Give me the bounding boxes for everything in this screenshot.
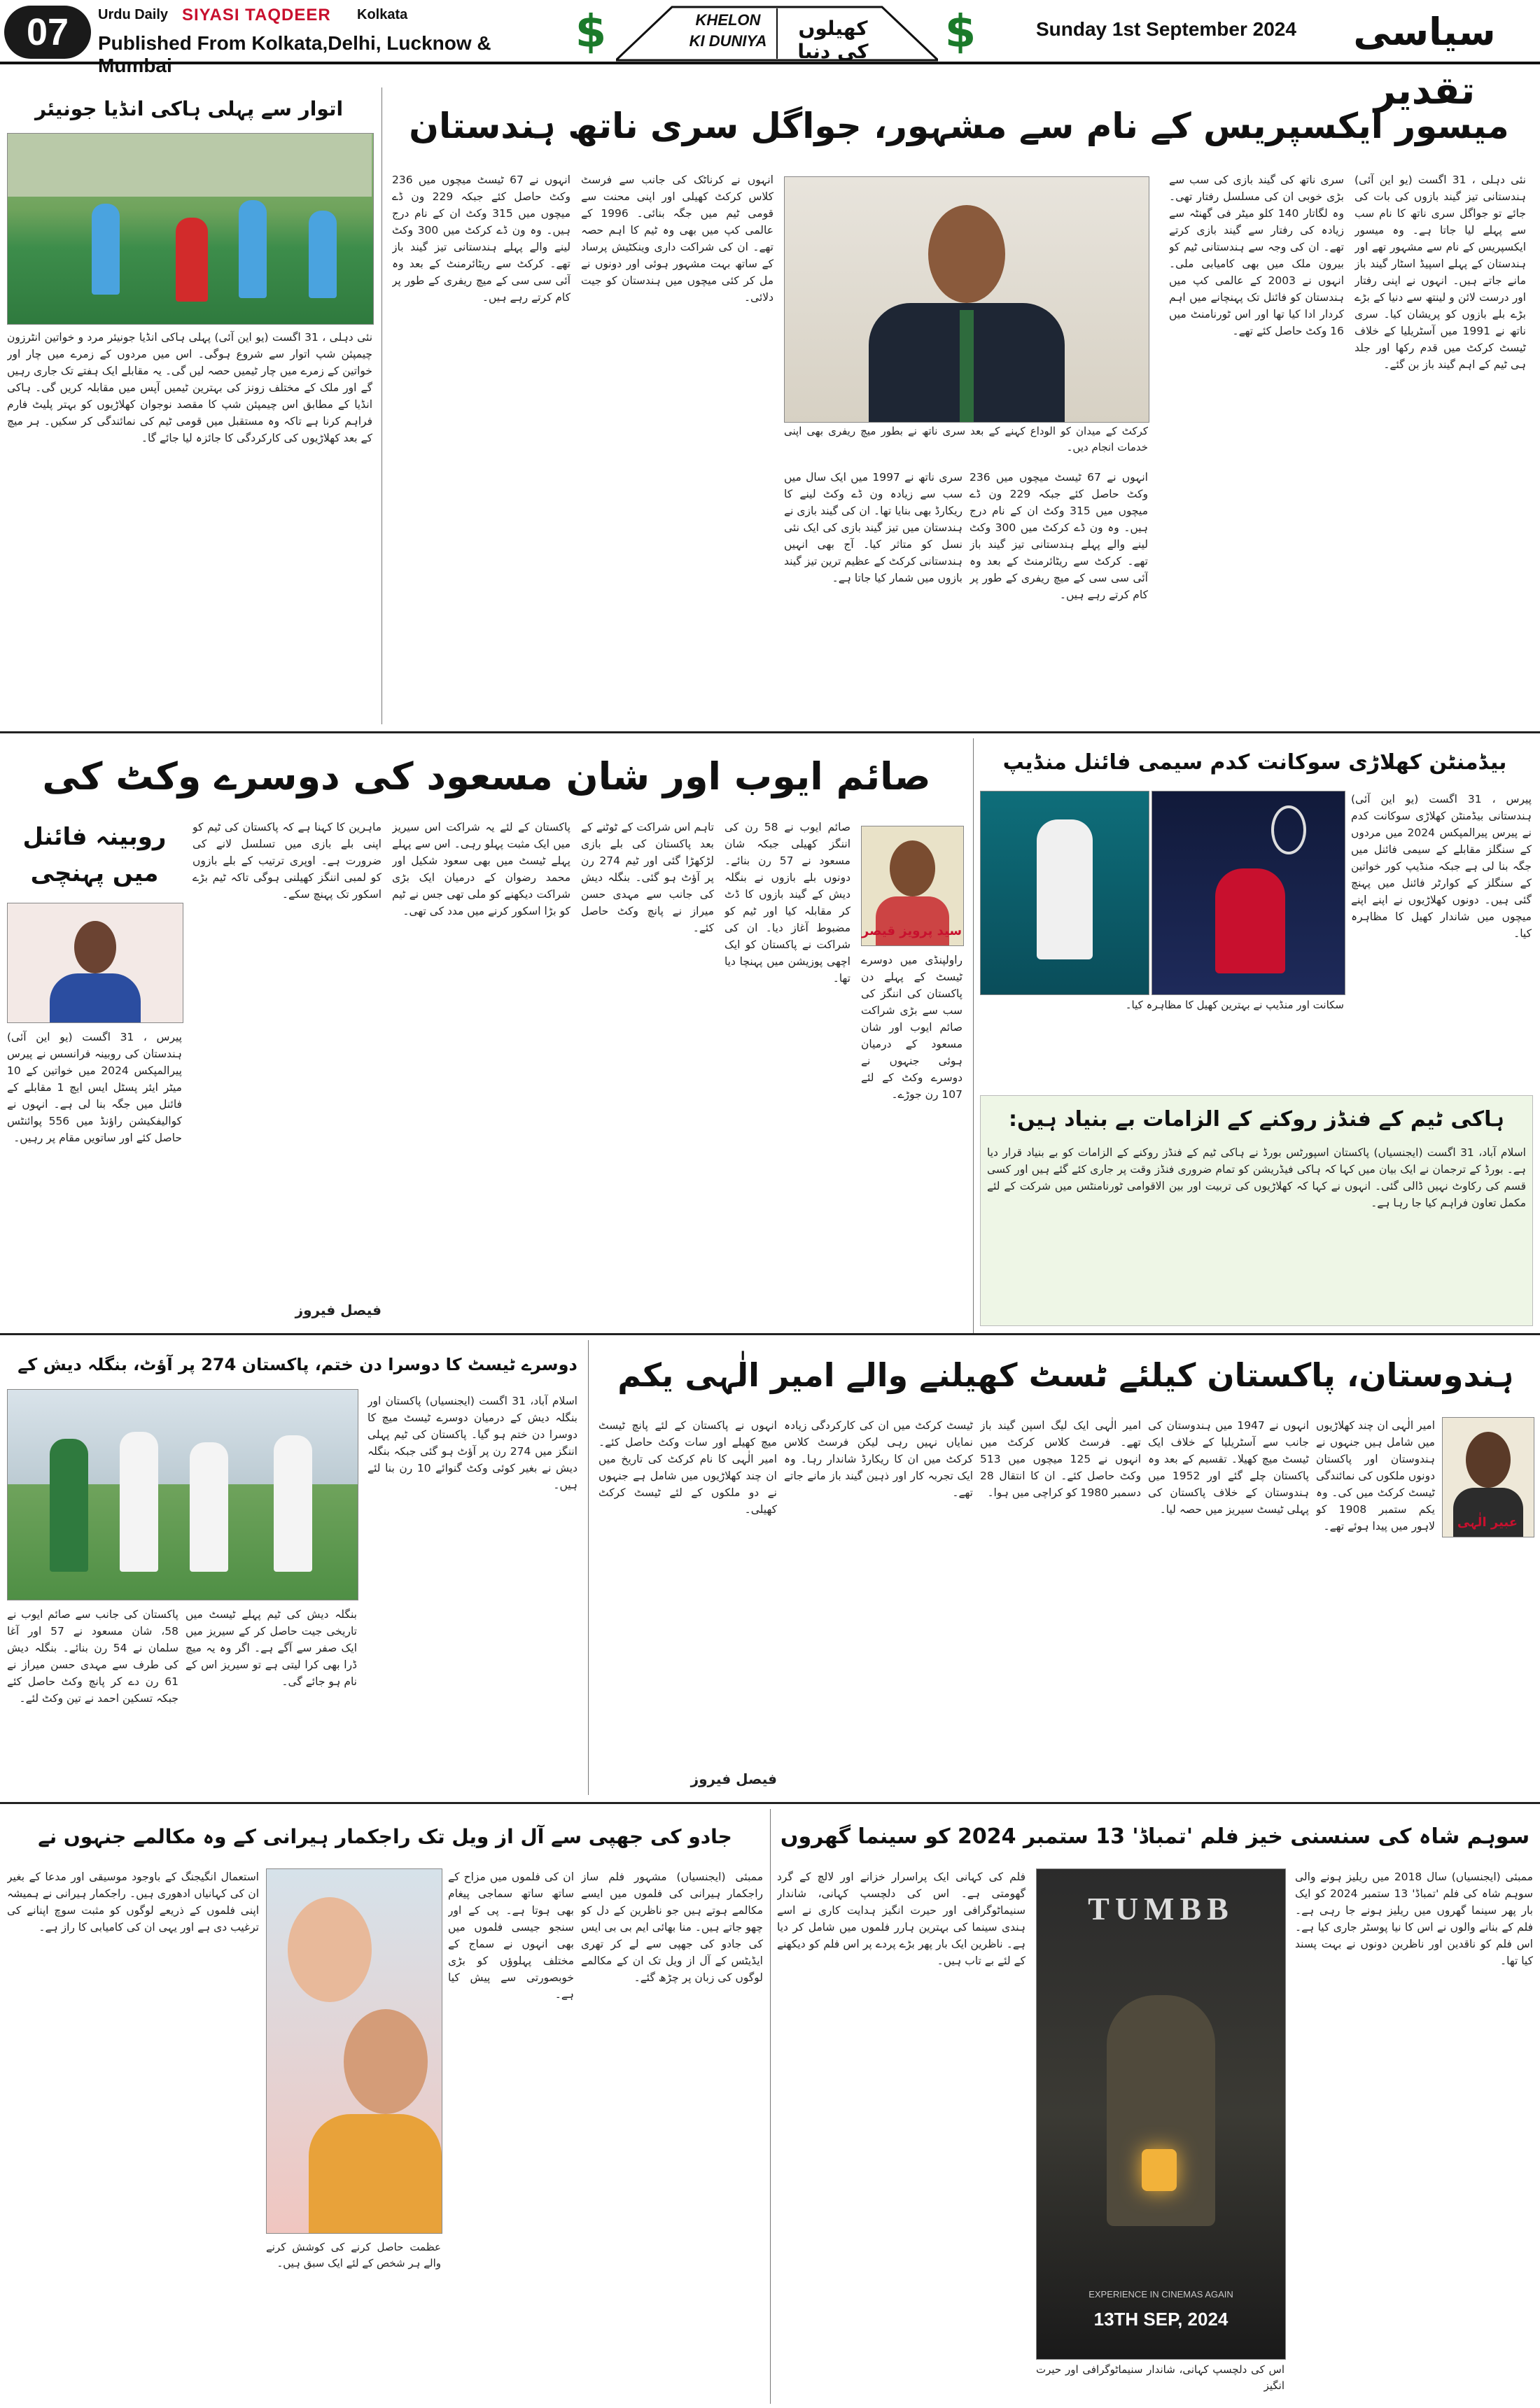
actress-face <box>288 1897 372 2002</box>
player-1 <box>92 204 120 295</box>
tumbbad-caption: اس کی دلچسپ کہانی، شاندار سنیماٹوگرافی اور حیرت انگیز <box>1036 2363 1284 2392</box>
player-3 <box>239 200 267 298</box>
dollar-icon-right: $ <box>944 6 976 58</box>
story3-col2: انہوں نے 1947 میں ہندوستان کی جانب سے آسٹریلیا کے خلاف ایک ٹیسٹ میچ کھیلا۔ تقسیم کے بعد وہ پاکستان چلے گئے اور 1952 میں ہندوستان کے خلاف پاکستان کی پہلی ٹیسٹ سیریز میں حصہ لیا۔ <box>1148 1419 1309 1516</box>
player-4 <box>309 211 337 298</box>
col-rule <box>973 738 974 1333</box>
hockey-headline: اتوار سے پہلی ہاکی انڈیا جونیئر <box>34 97 344 120</box>
poster-figure <box>1107 1995 1215 2226</box>
badminton-headline: بیڈمنٹن کھلاڑی سوکانت کدم سیمی فائنل منڈیپ <box>1002 750 1507 775</box>
rajkumar-col2: ان کی فلموں میں مزاح کے ساتھ ساتھ سماجی پیغام بھی ہوتا ہے۔ پی کے اور سنجو جیسی فلموں میں بھی انہوں نے سماج کے مختلف پہلوؤں کو بڑی خوبصورتی سے پیش کیا ہے۔ <box>448 1871 574 2001</box>
section-en <box>676 10 780 55</box>
racket <box>1271 805 1306 854</box>
pak-board-headline: ہاکی ٹیم کے فنڈز روکنے کے الزامات بے بنیاد ہیں: <box>1009 1107 1504 1132</box>
story2-col5: ماہرین کا کہنا ہے کہ پاکستان کی ٹیم کو اپنی بلے بازی میں تسلسل لانے کی ضرورت ہے۔ اوپری ترتیب کے بلے بازوں کو لمبی اننگز کھیلنی ہوگی تاکہ ٹیم بڑے اسکور تک پہنچ سکے۔ <box>192 821 382 901</box>
story2-col3: تاہم اس شراکت کے ٹوٹنے کے بعد پاکستان کی بلے بازی لڑکھڑا گئی اور ٹیم 274 رن پر آؤٹ ہو گئی۔ بنگلہ دیش کی جانب سے مہدی حسن میراز نے پانچ وکٹ حاصل کئے۔ <box>581 821 714 935</box>
actor-face <box>344 2009 428 2114</box>
poster-tagline: EXPERIENCE IN CINEMAS AGAIN <box>1088 2289 1233 2300</box>
section-urdu: کھیلوں کی دنیا <box>797 17 869 63</box>
rubina-body-text: پیرس ، 31 اگست (یو این آئی) ہندستان کی روبینہ فرانسس نے پیرس پیرالمپکس 2024 میں خواتین کے 10 میٹر ایئر پسٹل ایس ایچ 1 مقابلے کے فائنل میں جگہ بنا لی ہے۔ انہوں نے کوالیفکیشن راؤنڈ میں 556 پوائنٹس حاصل کئے اور ساتویں مقام پر رہیں۔ <box>7 1031 182 1145</box>
poster-date: 13TH SEP, 2024 <box>1093 2309 1228 2330</box>
poster-title: TUMBB <box>1088 1891 1234 1927</box>
author-head <box>1466 1432 1511 1488</box>
story1-col3: انہوں نے 67 ٹیسٹ میچوں میں 236 وکٹ حاصل کئے جبکہ 229 ون ڈے میچوں میں 315 وکٹ ان کے نام درج ہیں۔ وہ ون ڈے کرکٹ میں 300 وکٹ لینے والے پہلے ہندستانی تیز گیند باز تھے۔ کرکٹ سے ریٹائرمنٹ کے بعد وہ آئی سی سی کے میچ ریفری کے طور پر کام کرتے رہے ہیں۔ <box>969 471 1148 602</box>
story1-col4: سری ناتھ نے 1997 میں ایک سال میں سب سے زیادہ ون ڈے وکٹ لینے کا ریکارڈ بھی بنایا تھا۔ ان کی گیند بازی نے ہندستان میں تیز گیند بازی کی ایک نئی نسل کو متاثر کیا۔ آج بھی انہیں ہندستانی کرکٹ کے عظیم ترین تیز گیند بازوں میں شمار کیا جاتا ہے۔ <box>784 471 962 585</box>
rubina-head <box>74 921 116 973</box>
story2-col2: صائم ایوب نے 58 رن کی اننگز کھیلی جبکہ شان مسعود نے 57 رن بنائے۔ دونوں بلے بازوں نے بنگلہ دیش کے گیند بازوں کا ڈٹ کر مقابلہ کیا اور ٹیم کو مضبوط آغاز دیا۔ ان کی شراکت نے پاکستان کو ایک اچھی پوزیشن میں پہنچا دیا تھا۔ <box>724 821 850 985</box>
actor-shirt <box>309 2114 442 2233</box>
story2-col4: پاکستان کے لئے یہ شراکت اس سیریز میں ایک مثبت پہلو رہی۔ اس سے پہلے پہلے ٹیسٹ میں بھی سعود شکیل اور محمد رضوان کے درمیان ایک بڑی شراکت دیکھنے کو ملی تھی جس نے ٹیم کو بڑا اسکور کرنے میں مدد کی تھی۔ <box>392 821 570 918</box>
bangladesh-photo <box>7 1389 358 1600</box>
cricketer-1 <box>50 1439 88 1572</box>
story2-col1: راولپنڈی میں دوسرے ٹیسٹ کے پہلے دن پاکستان کی اننگز کی سب سے بڑی شراکت صائم ایوب اور شان مسعود کے درمیان ہوئی جنہوں نے دوسرے وکٹ کے لئے 107 رن جوڑے۔ <box>861 954 962 1101</box>
section-en-line2: KI DUNIYA <box>689 32 767 50</box>
rubina-body <box>50 973 141 1022</box>
page-number: 07 <box>4 6 91 59</box>
paper-name-urdu: سیاسی تقدیر <box>1353 10 1496 113</box>
cricketer-2 <box>120 1432 158 1572</box>
hockey-body: نئی دہلی ، 31 اگست (یو این آئی) پہلی ہاکی انڈیا جونیئر مرد و خواتین انٹرزون چیمپئن شپ اتوار سے شروع ہوگی۔ اس میں مردوں کے زمرے میں چار اور خواتین کے زمرے میں چار ٹیمیں حصہ لیں گی۔ یہ مقابلے ایک ہفتے تک جاری رہیں گے اور ملک کے مختلف زونز کی بہترین ٹیمیں آپس میں مقابلہ کریں گی۔ ہاکی انڈیا کے مطابق اس چیمپئن شپ کا مقصد نوجوان کھلاڑیوں کو بہتر پلیٹ فارم فراہم کرنا ہے تاکہ وہ مستقبل میں قومی ٹیم کی نمائندگی کر سکیں۔ ہر میچ کے بعد کھلاڑیوں کی کارکردگی کا جائزہ لیا جائے گا۔ <box>7 331 372 445</box>
story2-headline: صائم ایوب اور شان مسعود کی دوسرے وکٹ کی <box>42 754 931 798</box>
hockey-photo <box>7 133 374 325</box>
tumbbad-headline: سوہم شاہ کی سنسنی خیز فلم 'تمباڈ' 13 ستمبر 2024 کو سینما گھروں <box>780 1824 1530 1849</box>
rajkumar-col1: ممبئی (ایجنسیاں) مشہور فلم ساز راجکمار ہیرانی کی فلموں میں ایسے مکالمے ہوتے ہیں جو ناظرین کے دل کو چھو جاتے ہیں۔ منا بھائی ایم بی بی ایس کی جادو کی جھپی سے لے کر تھری ایڈیٹس کے آل از ویل تک ان کے مکالمے لوگوں کی زبان پر چڑھ گئے۔ <box>581 1871 763 1985</box>
masthead-left-block <box>98 6 504 76</box>
story3-signoff: فیصل فیروز <box>690 1770 777 1787</box>
issue-date: Sunday 1st September 2024 <box>1036 18 1296 40</box>
section-divider <box>0 1333 1540 1335</box>
story3-headline: ہندوستان، پاکستان کیلئے ٹسٹ کھیلنے والے امیر الٰہی یکم <box>617 1356 1514 1394</box>
player-mandeep <box>1037 819 1093 959</box>
player-2 <box>176 218 208 302</box>
srinath-caption: کرکٹ کے میدان کو الوداع کہنے کے بعد سری ناتھ نے بطور میچ ریفری بھی اپنی خدمات انجام دیں۔ <box>784 425 1148 453</box>
srinath-head <box>928 205 1005 303</box>
bangladesh-col2: پاکستان کی جانب سے صائم ایوب نے 58، شان مسعود نے 57 اور آغا سلمان نے 54 رن بنائے۔ بنگلہ دیش کی طرف سے مہدی حسن میراز نے 61 رن دے کر پانچ وکٹ حاصل کئے جبکہ تسکین احمد نے تین وکٹ لئے۔ <box>7 1608 178 1705</box>
srinath-photo <box>784 176 1149 423</box>
cricketer-3 <box>190 1442 228 1572</box>
bangladesh-headline: دوسرے ٹیسٹ کا دوسرا دن ختم، پاکستان 274 پر آؤٹ، بنگلہ دیش کے <box>18 1355 578 1374</box>
section-en-line1: KHELON <box>695 11 761 29</box>
tumbbad-col1: ممبئی (ایجنسیاں) سال 2018 میں ریلیز ہونے والی سوہم شاہ کی فلم 'تمباڈ' 13 ستمبر 2024 کو ایک بار پھر سینما گھروں میں ریلیز ہونے جا رہی ہے۔ فلم کے بنانے والوں نے اس کا نیا پوسٹر جاری کیا ہے۔ اس فلم کو ناقدین اور ناظرین دونوں نے بہت پسند کیا تھا۔ <box>1295 1871 1533 1968</box>
rubina-photo <box>7 903 183 1023</box>
urdu-daily-label: Urdu Daily <box>98 7 169 22</box>
story2-signoff: فیصل فیروز <box>295 1302 382 1318</box>
col-rule <box>588 1340 589 1795</box>
dollar-icon-left: $ <box>575 6 607 58</box>
story1-headline: میسور ایکسپریس کے نام سے مشہور، جواگل سری ناتھ ہندستان <box>409 106 1509 146</box>
story3-col4: ٹیسٹ کرکٹ میں ان کی کارکردگی زیادہ نمایاں نہیں رہی لیکن فرسٹ کلاس کرکٹ میں ان کا ریکارڈ شاندار رہا۔ وہ ایک تجربہ کار اور ذہین گیند باز مانے جاتے تھے۔ <box>784 1419 973 1500</box>
author-byline: عبیر الٰہی <box>1457 1515 1518 1530</box>
hockey-stands <box>8 134 372 197</box>
lantern-icon <box>1142 2149 1177 2191</box>
rajkumar-col3: استعمال انگیجنگ کے باوجود موسیقی اور مدعا کے بغیر ان کی کہانیاں ادھوری ہیں۔ راجکمار ہیرانی نے ہمیشہ اپنی فلموں کے ذریعے لوگوں کو مثبت سوچ اپنانے کی ترغیب دی ہے اور یہی ان کی کامیابی کا راز ہے۔ <box>7 1871 259 1934</box>
pak-board-body: اسلام آباد، 31 اگست (ایجنسیاں) پاکستان اسپورٹس بورڈ نے ہاکی ٹیم کے فنڈز روکنے کے الزامات کو بے بنیاد قرار دیا ہے۔ بورڈ کے ترجمان نے ایک بیان میں کہا کہ ہاکی فیڈریشن کو تمام ضروری فنڈز وقت پر جاری کئے گئے ہیں اور کسی قسم کی رکاوٹ نہیں ڈالی گئی۔ انہوں نے کہا کہ کھلاڑیوں کی تربیت اور بین الاقوامی ٹورنامنٹس میں شرکت کے لئے مکمل تعاون فراہم کیا جا رہا ہے۔ <box>987 1146 1526 1210</box>
tumbbad-col2: فلم کی کہانی ایک پراسرار خزانے اور لالچ کے گرد گھومتی ہے۔ اس کی دلچسپ کہانی، شاندار سنیماٹوگرافی اور حیرت انگیز ہدایت کاری نے اسے ہندی سینما کی بہترین ہارر فلموں میں شامل کر دیا ہے۔ ناظرین ایک بار پھر بڑے پردے پر اس فلم کو دیکھنے کے لئے بے تاب ہیں۔ <box>777 1871 1026 1968</box>
badminton-photo-1 <box>980 791 1149 995</box>
rajkumar-photo <box>266 1868 442 2234</box>
badminton-photo-2 <box>1152 791 1345 995</box>
rubina-headline: روبینہ فائنل میں پہنچی <box>22 823 167 887</box>
rajkumar-headline: جادو کی جھپی سے آل از ویل تک راجکمار ہیرانی کے وہ مکالمے جنہوں نے <box>38 1825 732 1848</box>
badminton-body: پیرس ، 31 اگست (یو این آئی) ہندستانی بیڈمنٹن کھلاڑی سوکانت کدم نے پیرس پیرالمپکس 2024 میں مردوں کے سنگلز مقابلے کے سیمی فائنل میں جگہ بنا لی ہے جبکہ منڈیپ کور خواتین کے سنگلز کے کوارٹر فائنل میں پہنچ گئی ہیں۔ دونوں کھلاڑیوں نے اپنے اپنے میچوں میں شاندار کھیل کا مظاہرہ کیا۔ <box>1351 793 1532 941</box>
published-from: Published From Kolkata,Delhi, Lucknow & Mumbai <box>98 32 491 76</box>
cricketer-4 <box>274 1435 312 1572</box>
srinath-tie <box>960 310 974 422</box>
player-sukant <box>1215 868 1285 973</box>
author-byline: سید پرویز قیصر <box>861 924 962 938</box>
rajkumar-caption: عظمت حاصل کرنے کی کوشش کرنے والے ہر شخص کے لئے ایک سبق ہیں۔ <box>266 2241 441 2269</box>
badminton-caption: سکانت اور منڈیپ نے بہترین کھیل کا مظاہرہ کیا۔ <box>1125 999 1344 1011</box>
bangladesh-col3: بنگلہ دیش کی ٹیم پہلے ٹیسٹ میں تاریخی جیت حاصل کر کے سیریز میں ایک صفر سے آگے ہے۔ اگر وہ یہ میچ ڈرا بھی کرا لیتی ہے تو سیریز اس کے نام ہو جائے گی۔ <box>186 1608 357 1689</box>
story3-col1: امیر الٰہی ان چند کھلاڑیوں میں شامل ہیں جنہوں نے ہندوستان اور پاکستان دونوں ملکوں کی نمائندگی ٹیسٹ کرکٹ میں کی۔ وہ یکم ستمبر 1908 کو لاہور میں پیدا ہوئے تھے۔ <box>1316 1419 1435 1533</box>
story1-col1: نئی دہلی ، 31 اگست (یو این آئی) ہندستانی تیز گیند بازوں کی بات کی جائے تو جواگل سری ناتھ کا نام سب سے پہلے لیا جاتا ہے۔ وہ میسور ایکسپریس کے نام سے مشہور تھے اور ہندستان کے پہلے اسپیڈ اسٹار گیند باز مانے جاتے ہیں۔ انہوں نے اپنی رفتار اور درست لائن و لینتھ سے دنیا کے بڑے بڑے بلے بازوں کو پریشان کیا۔ سری ناتھ نے 1991 میں آسٹریلیا کے خلاف ٹیسٹ کرکٹ میں قدم رکھا اور جلد ہی ٹیم کے اہم گیند باز بن گئے۔ <box>1354 174 1526 372</box>
city-label: Kolkata <box>357 7 408 22</box>
section-divider <box>0 1802 1540 1804</box>
paper-name-en: SIYASI TAQDEER <box>182 6 331 24</box>
author-head <box>890 840 935 896</box>
story1-col2: سری ناتھ کی گیند بازی کی سب سے بڑی خوبی ان کی مسلسل رفتار تھی۔ وہ لگاتار 140 کلو میٹر فی گھنٹہ سے زیادہ کی رفتار سے گیند بازی کرتے تھے۔ ان کی وجہ سے ہندستانی ٹیم کو بیرون ملک میں بھی کامیابی ملی۔ انہوں نے 2003 کے عالمی کپ میں ہندستان کو فائنل تک پہنچانے میں اہم کردار ادا کیا تھا اور اس ٹورنامنٹ میں 16 وکٹ حاصل کئے تھے۔ <box>1169 174 1344 338</box>
story1-col6: انہوں نے 67 ٹیسٹ میچوں میں 236 وکٹ حاصل کئے جبکہ 229 ون ڈے میچوں میں 315 وکٹ ان کے نام درج ہیں۔ وہ ون ڈے کرکٹ میں 300 وکٹ لینے والے پہلے ہندستانی تیز گیند باز تھے۔ کرکٹ سے ریٹائرمنٹ کے بعد وہ آئی سی سی کے میچ ریفری کے طور پر کام کرتے رہے ہیں۔ <box>392 174 570 304</box>
story3-col5: انہوں نے پاکستان کے لئے پانچ ٹیسٹ میچ کھیلے اور سات وکٹ حاصل کئے۔ امیر الٰہی کا نام کرکٹ کی تاریخ میں ان چند کھلاڑیوں میں شامل ہے جنہوں نے دو ملکوں کے لئے ٹیسٹ کرکٹ کھیلی۔ <box>598 1419 777 1516</box>
col-rule <box>770 1809 771 2404</box>
story3-col3: امیر الٰہی ایک لیگ اسپن گیند باز تھے۔ فرسٹ کلاس کرکٹ میں انہوں نے 125 میچوں میں 513 وکٹ حاصل کئے۔ ان کا انتقال 28 دسمبر 1980 کو کراچی میں ہوا۔ <box>980 1419 1141 1500</box>
bangladesh-col1: اسلام آباد، 31 اگست (ایجنسیاں) پاکستان اور بنگلہ دیش کے درمیان دوسرے ٹیسٹ میچ کا دوسرا دن ختم ہو گیا۔ پاکستان کی ٹیم پہلی اننگز میں 274 رن پر آؤٹ ہو گئی جبکہ بنگلہ دیش نے بغیر کوئی وکٹ گنوائے 10 رن بنا لئے ہیں۔ <box>368 1395 578 1492</box>
tumbbad-poster <box>1036 1868 1286 2360</box>
story1-col5: انہوں نے کرناٹک کی جانب سے فرسٹ کلاس کرکٹ کھیلی اور اپنی محنت سے قومی ٹیم میں جگہ بنائی۔ 1996 کے عالمی کپ میں بھی وہ ٹیم کا اہم حصہ تھے۔ ان کی شراکت داری وینکٹیش پرساد کے ساتھ بہت مشہور ہوئی اور دونوں نے مل کر کئی میچوں میں ہندستان کو جیت دلائی۔ <box>581 174 774 304</box>
section-divider <box>0 731 1540 733</box>
